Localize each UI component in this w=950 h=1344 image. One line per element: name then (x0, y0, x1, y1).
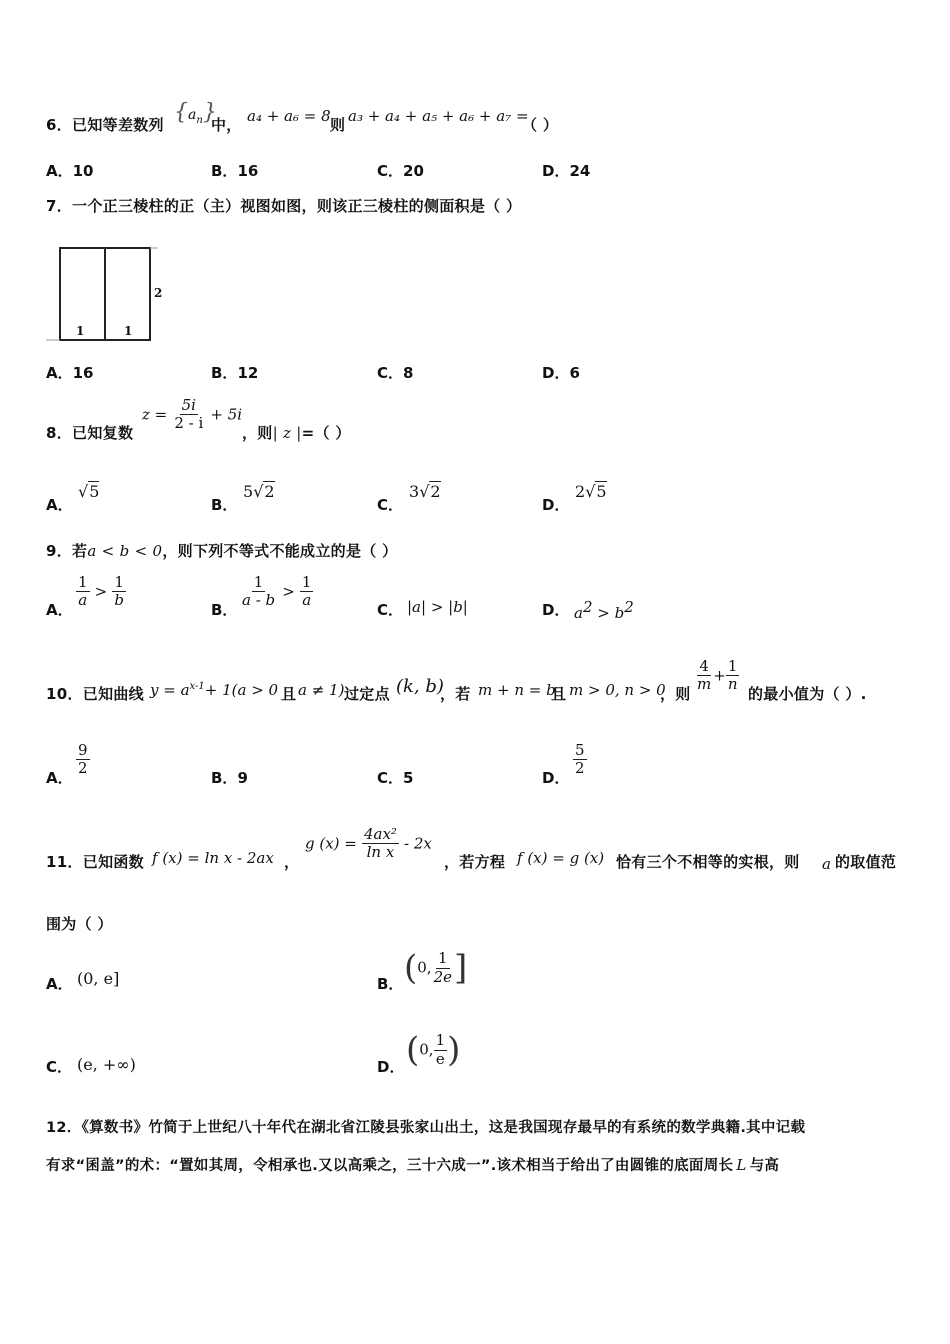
option-label: A． (46, 162, 73, 180)
q11-comma: ， (284, 853, 300, 871)
interval-start: 0, (417, 958, 432, 977)
frac-1-over-a-minus-b (240, 574, 277, 610)
option-value: 6 (569, 364, 580, 382)
frac-9-over-2 (76, 742, 90, 778)
option-label: B． (211, 496, 238, 514)
q11-option-b-value (404, 948, 467, 988)
exponent: 2 (624, 598, 634, 616)
q11-text-eq: ，若方程 (444, 853, 506, 871)
plus-sign: + (713, 666, 726, 685)
option-value: 10 (72, 162, 94, 180)
option-value: 12 (237, 364, 259, 382)
option-label: C． (377, 496, 404, 514)
option-label: D． (542, 769, 570, 787)
q12-number: 12． (46, 1120, 82, 1136)
q9-option-c-value: |a| > |b| (407, 598, 468, 616)
q8-option-a[interactable] (46, 494, 73, 515)
frac-num: 1 (253, 573, 264, 591)
exponent: 2 (582, 598, 593, 616)
q11-number: 11． (46, 853, 83, 871)
q12-line-2 (46, 1154, 779, 1175)
q6-condition: a₄ + a₆ = 8 (247, 107, 331, 125)
q9-option-a[interactable] (46, 599, 73, 620)
option-label: A． (46, 975, 73, 993)
q10-option-a-value (76, 742, 90, 778)
q8-paren: =（ ） (301, 424, 351, 442)
q10-option-d[interactable] (542, 767, 569, 788)
frac-5-over-2 (573, 742, 587, 778)
question-10 (46, 683, 144, 704)
q10-option-c[interactable] (377, 767, 413, 788)
frac-num: 1 (435, 1031, 446, 1050)
base: a (574, 604, 583, 622)
q6-seq-a: a (188, 107, 197, 123)
q6-text-mid: 中， (211, 116, 242, 134)
q9-option-a-value (76, 574, 126, 610)
q6-sequence: $\{a_n\}$ (174, 100, 217, 126)
q7-front-view-figure (44, 240, 174, 344)
q9-option-d-value (574, 598, 634, 622)
q8-text: 已知复数 (72, 424, 134, 442)
q10-expression (695, 658, 739, 694)
q10-and-1: 且 (281, 685, 297, 703)
option-label: B． (211, 769, 238, 787)
q8-text-then (242, 422, 351, 443)
option-value: 9 (237, 769, 248, 787)
q11-f-definition: f (x) = ln x - 2ax (152, 849, 274, 867)
option-label: A． (46, 601, 73, 619)
q8-plus-term: + 5i (210, 405, 243, 424)
q7-option-b[interactable] (211, 362, 258, 383)
option-label: C． (377, 601, 404, 619)
sqrt-coef: 5 (243, 482, 254, 501)
q11-option-d-value (406, 1030, 460, 1070)
option-label: D． (542, 364, 570, 382)
frac-1-over-a (300, 574, 314, 610)
frac-num: 9 (78, 741, 88, 759)
frac-1-over-2e (432, 950, 454, 986)
q10-text: 已知曲线 (82, 685, 144, 703)
option-value: 24 (569, 162, 591, 180)
sqrt-radicand: 2 (430, 482, 441, 501)
option-label: C． (377, 364, 404, 382)
frac-den: a (78, 591, 88, 610)
option-label: B． (211, 162, 238, 180)
q6-text: 已知等差数列 (72, 116, 164, 134)
q11-option-c-value: (e, +∞) (77, 1055, 136, 1074)
q11-line-2: 围为（ ） (46, 915, 113, 933)
q7-option-d[interactable] (542, 362, 580, 383)
option-label: D． (542, 162, 570, 180)
q9-option-b-value (240, 574, 313, 610)
q11-g-lhs: g (x) = (305, 834, 357, 853)
q9-text: ，则下列不等式不能成立的是（ ） (162, 542, 398, 560)
frac-num: 5 (575, 741, 585, 759)
q11-g-fraction (362, 826, 399, 862)
frac-den: a (302, 591, 312, 610)
option-label: C． (46, 1058, 73, 1076)
frac-den: a - b (242, 591, 276, 610)
figure-label-right: 1 (124, 324, 133, 338)
q8-formula (142, 397, 242, 433)
q12-var-l: L (736, 1156, 747, 1174)
q10-curve-exp: x-1 (189, 681, 205, 692)
frac-den: n (727, 675, 738, 694)
frac-den: ln x (366, 843, 395, 862)
q6-option-a[interactable] (46, 160, 93, 181)
left-paren: ( (406, 1030, 420, 1070)
q8-option-c-value: 3√2 (409, 482, 441, 501)
q7-option-a[interactable] (46, 362, 93, 383)
q6-option-b[interactable] (211, 160, 258, 181)
q10-condition: m > 0, n > 0 (569, 681, 666, 699)
frac-den: b (114, 591, 124, 610)
gt-sign: > (597, 604, 610, 622)
question-11 (46, 851, 144, 872)
q11-option-a[interactable] (46, 973, 73, 994)
q8-option-a-value: √5 (78, 482, 100, 501)
option-label: B． (211, 601, 238, 619)
q6-paren: （ ） (522, 116, 559, 134)
q8-option-c[interactable] (377, 494, 403, 515)
option-label: A． (46, 364, 73, 382)
frac-den: e (435, 1049, 445, 1068)
sqrt-radicand: 5 (596, 482, 607, 501)
q10-equation: m + n = b (478, 681, 556, 699)
q11-text: 已知函数 (82, 853, 144, 871)
q9-option-b[interactable] (211, 599, 237, 620)
frac-num: 4ax² (363, 825, 397, 843)
sqrt-radicand: 5 (89, 482, 100, 501)
gt-sign: > (282, 582, 295, 601)
q12-line-2-text: 有求“囷盖”的术：“置如其周，令相承也.又以高乘之，三十六成一”.该术相当于给出了由圆锥的底面周长 (46, 1158, 734, 1174)
frac-num: 1 (727, 657, 738, 675)
q6-seq-sub: n (196, 114, 203, 126)
q9-text-if: 若 (72, 542, 88, 560)
q7-text: 一个正三棱柱的正（主）视图如图，则该正三棱柱的侧面积是（ ） (72, 197, 522, 215)
q8-frac-den: 2 - i (174, 414, 204, 433)
option-label: D． (377, 1058, 405, 1076)
q11-option-c[interactable] (46, 1056, 72, 1077)
q8-number: 8． (46, 424, 73, 442)
frac-num: 1 (438, 949, 448, 968)
q6-expression: a₃ + a₄ + a₅ + a₆ + a₇ = (348, 107, 529, 125)
q6-option-c[interactable] (377, 160, 424, 181)
q6-option-d[interactable] (542, 160, 590, 181)
question-7 (46, 195, 521, 216)
q7-number: 7． (46, 197, 73, 215)
option-value: 5 (403, 769, 414, 787)
q8-z-lhs: z = (142, 405, 168, 424)
frac-1-over-e (434, 1032, 448, 1068)
q11-option-d[interactable] (377, 1056, 404, 1077)
frac-den: m (697, 675, 712, 694)
q11-text-roots: 恰有三个不相等的实根，则 (616, 853, 800, 871)
frac-1-over-b (112, 574, 126, 610)
frac-num: 4 (699, 657, 709, 675)
option-value: 16 (237, 162, 259, 180)
q9-option-c[interactable] (377, 599, 403, 620)
frac-num: 1 (301, 573, 312, 591)
q8-text-then-label: ，则 (242, 424, 273, 442)
q6-number: 6． (46, 116, 73, 134)
right-paren: ) (447, 1030, 461, 1070)
base: b (614, 604, 625, 622)
q7-option-c[interactable] (377, 362, 413, 383)
sqrt-coef: 3 (409, 482, 420, 501)
question-9 (46, 540, 397, 561)
option-label: D． (542, 496, 570, 514)
q8-option-d-value: 2√5 (575, 482, 607, 501)
q10-and-2: 且 (551, 685, 567, 703)
gt-sign: > (94, 582, 108, 601)
q10-text-end: 的最小值为（ ）. (748, 685, 867, 703)
sqrt-radicand: 2 (264, 482, 275, 501)
frac-den: 2 (575, 759, 585, 778)
q10-text-then: ，则 (660, 685, 691, 703)
q10-text-point: 过定点 (344, 685, 390, 703)
right-bracket: ] (454, 948, 468, 988)
q10-curve (150, 681, 278, 699)
q9-condition: a < b < 0 (87, 542, 163, 560)
frac-4-over-m (695, 658, 713, 694)
option-label: A． (46, 769, 73, 787)
q12-line-1: 《算数书》竹简于上世纪八十年代在湖北省江陵县张家山出土，这是我国现存最早的有系统的数学典籍.其中记载 (81, 1120, 806, 1136)
q6-text-then: 则 (330, 116, 346, 134)
frac-num: 1 (114, 573, 124, 591)
q12-line-2-end: 与高 (749, 1158, 780, 1174)
option-label: A． (46, 496, 73, 514)
q11-g-definition (305, 826, 432, 862)
q10-curve-rest: + 1(a > 0 (204, 681, 279, 699)
q10-curve-end: a ≠ 1) (298, 681, 345, 699)
q11-var-a: a (822, 855, 831, 873)
q8-fraction (172, 397, 205, 433)
q11-g-rest: - 2x (404, 834, 432, 853)
q10-curve-base: y = a (150, 681, 190, 699)
q9-number: 9． (46, 542, 73, 560)
q11-equation: f (x) = g (x) (517, 849, 605, 867)
question-6 (46, 114, 164, 135)
figure-label-height: 2 (154, 286, 163, 300)
q10-option-a[interactable] (46, 767, 73, 788)
q10-number: 10． (46, 685, 83, 703)
q10-option-d-value (573, 742, 587, 778)
option-value: 16 (72, 364, 94, 382)
frac-1-over-a (76, 574, 90, 610)
frac-num: 1 (78, 573, 88, 591)
frac-den: 2e (433, 967, 452, 986)
q10-text-if: ，若 (440, 685, 471, 703)
q8-abs-z: | z | (272, 424, 302, 442)
option-label: D． (542, 601, 570, 619)
option-label: B． (377, 975, 404, 993)
option-value: 20 (403, 162, 424, 180)
interval-start: 0, (419, 1040, 434, 1059)
left-paren: ( (404, 948, 418, 988)
q8-option-b[interactable] (211, 494, 237, 515)
q10-point: (k, b) (396, 676, 444, 697)
frac-1-over-n (726, 658, 740, 694)
option-label: C． (377, 769, 404, 787)
q9-option-d[interactable] (542, 599, 569, 620)
option-value: 8 (403, 364, 414, 382)
question-12 (46, 1116, 805, 1137)
option-label: C． (377, 162, 404, 180)
q8-frac-num: 5i (181, 396, 196, 414)
option-label: B． (211, 364, 238, 382)
frac-den: 2 (78, 759, 88, 778)
q11-option-a-value: (0, e] (77, 969, 120, 988)
q8-option-b-value: 5√2 (243, 482, 275, 501)
q11-option-b[interactable] (377, 973, 403, 994)
question-8 (46, 422, 133, 443)
q8-option-d[interactable] (542, 494, 569, 515)
q10-option-b[interactable] (211, 767, 248, 788)
sqrt-coef: 2 (575, 482, 586, 501)
q11-text-range: 的取值范 (835, 853, 897, 871)
figure-label-left: 1 (76, 324, 85, 338)
